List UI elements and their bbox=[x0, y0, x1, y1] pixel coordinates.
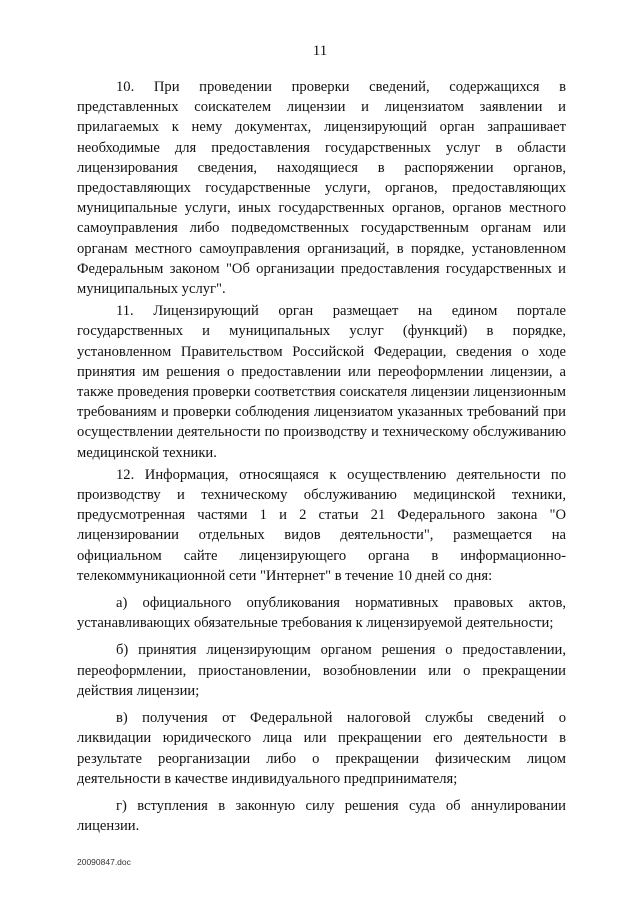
paragraph-12: 12. Информация, относящаяся к осуществлению деятельности по производству и техническому обслуживанию медицинской техники, предусмотренная частями 1 и 2 статьи 21 Федерального закона "О лицензировании отдельных видов деятельности", размещается на официальном сайте лицензирующего органа в информационно-телекоммуникационной сети "Интернет" в течение 10 дней со дня: bbox=[77, 466, 566, 584]
paragraph-11: 11. Лицензирующий орган размещает на едином портале государственных и муниципальных услуг (функций) в порядке, установленном Правительством Российской Федерации, сведения о ходе принятия им решения о предоставлении или переоформлении лицензии, а также проведения проверки соответствия соискателя лицензии лицензионным требованиям и проверки соблюдения лицензиатом указанных требований при осуществлении деятельности по производству и техническому обслуживанию медицинской техники. bbox=[77, 303, 566, 461]
list-item-a: а) официального опубликования нормативных правовых актов, устанавливающих обязательные требования к лицензируемой деятельности; bbox=[77, 595, 566, 632]
list-item-g: г) вступления в законную силу решения суда об аннулировании лицензии. bbox=[77, 797, 566, 835]
page-number: 11 bbox=[312, 43, 328, 59]
list-item-v: в) получения от Федеральной налоговой службы сведений о ликвидации юридического лица или прекращении его деятельности в результате реорганизации либо о прекращении физическим лицом деятельности в качестве индивидуального предпринимателя; bbox=[77, 710, 566, 787]
footer-filename: 20090847.doc bbox=[77, 857, 131, 867]
document-body bbox=[77, 77, 566, 836]
list-item-b: б) принятия лицензирующим органом решения о предоставлении, переоформлении, приостановлении, возобновлении или о прекращении действия лицензии; bbox=[77, 642, 566, 699]
paragraph-10: 10. При проведении проверки сведений, содержащихся в представленных соискателем лицензии и лицензиатом заявлении и прилагаемых к нему документах, лицензирующий орган запрашивает необходимые для предоставления государственных услуг в области лицензирования сведения, находящиеся в распоряжении органов, предоставляющих государственные услуги, органов, предоставляющих муниципальные услуги, иных государственных органов, органов местного самоуправления либо подведомственных государственным органам или органам местного самоуправления организаций, в порядке, установленном Федеральным законом "Об организации предоставления государственных и муниципальных услуг". bbox=[77, 79, 566, 298]
